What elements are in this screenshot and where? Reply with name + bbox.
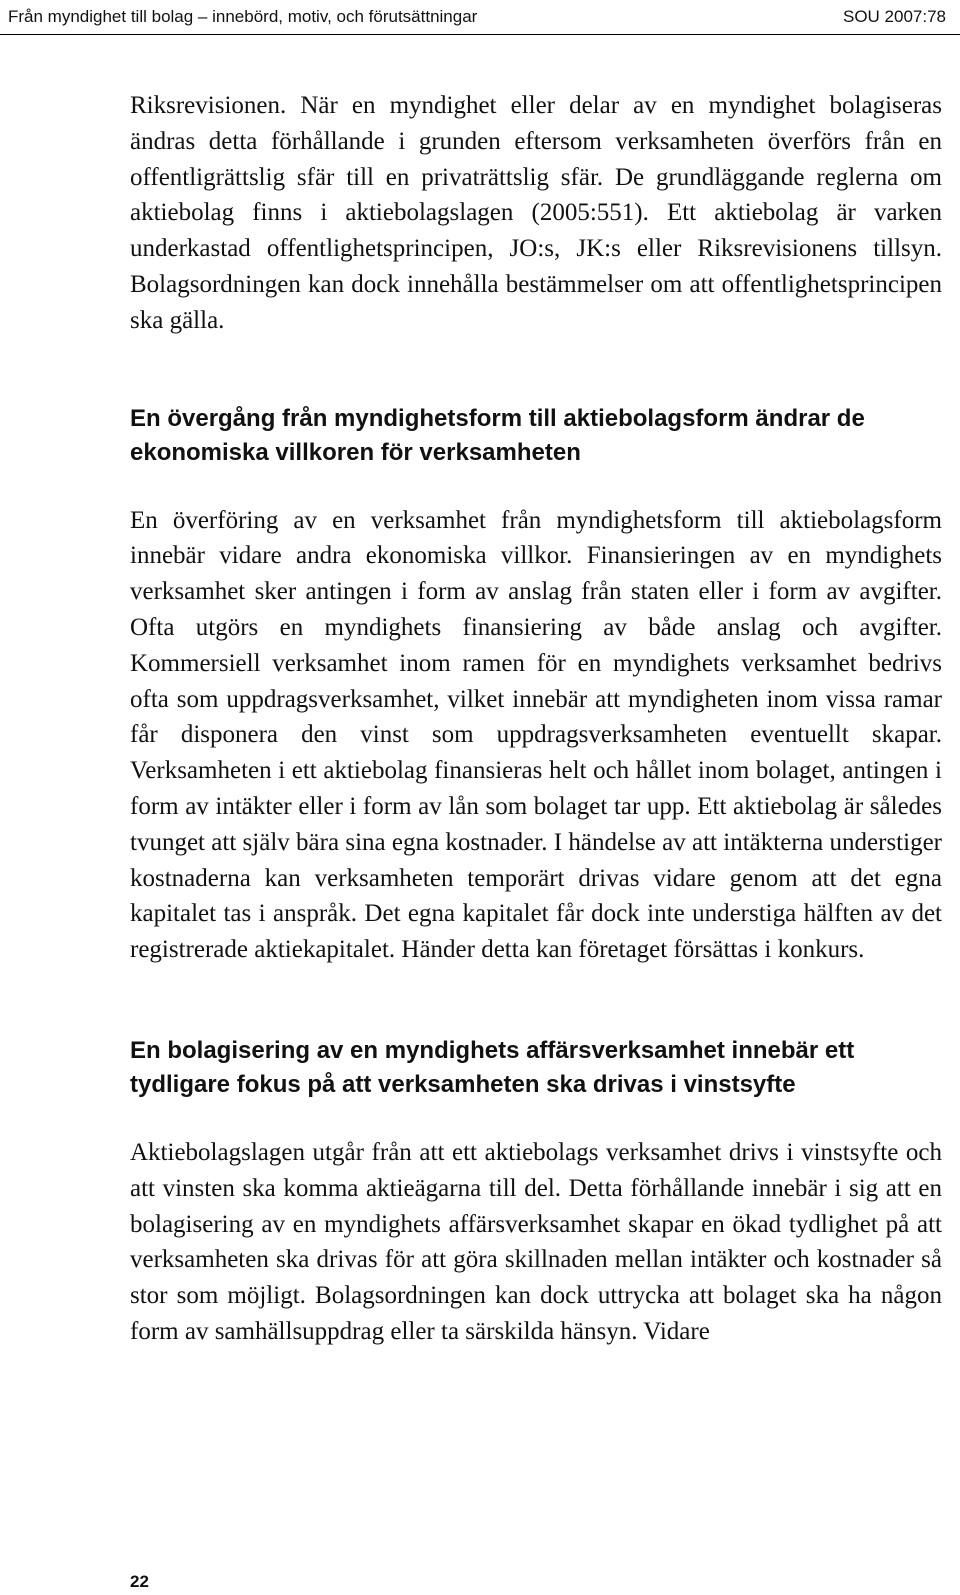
header-report-number: SOU 2007:78	[842, 7, 946, 26]
body-paragraph: Riksrevisionen. När en myndighet eller delar av en myndighet bolagiseras ändras detta förhållande i grunden eftersom verksamheten överförs från en offentligrättslig sfär till en privaträttslig sfär. De grundläggande reglerna om aktiebolag finns i aktiebolagslagen (2005:551). Ett aktiebolag är varken underkastad offentlighetsprincipen, JO:s, JK:s eller Riksrevisionens tillsyn. Bolagsordningen kan dock innehålla bestämmelser om att offentlighetsprincipen ska gälla.	[130, 92, 942, 334]
page-body	[130, 88, 942, 1350]
header-title: Från myndighet till bolag – innebörd, motiv, och förutsättningar	[8, 7, 478, 26]
section-heading: En övergång från myndighetsform till aktiebolagsform ändrar de ekonomiska villkoren för verksamheten	[130, 404, 865, 466]
section-heading: En bolagisering av en myndighets affärsverksamhet innebär ett tydligare fokus på att verksamheten ska drivas i vinstsyfte	[130, 1036, 855, 1098]
running-header	[0, 0, 960, 35]
page-number: 22	[130, 1572, 149, 1591]
body-paragraph: En överföring av en verksamhet från myndighetsform till aktiebolagsform innebär vidare andra ekonomiska villkor. Finansieringen av en myndighets verksamhet sker antingen i form av anslag från staten eller i form av avgifter. Ofta utgörs en myndighets finansiering av både anslag och avgifter. Kommersiell verksamhet inom ramen för en myndighets verksamhet bedrivs ofta som uppdragsverksamhet, vilket innebär att myndigheten inom vissa ramar får disponera den vinst som uppdragsverksamheten eventuellt skapar. Verksamheten i ett aktiebolag finansieras helt och hållet inom bolaget, antingen i form av intäkter eller i form av lån som bolaget tar upp. Ett aktiebolag är således tvunget att själv bära sina egna kostnader. I händelse av att intäkterna understiger kostnaderna kan verksamheten temporärt drivas vidare genom att det egna kapitalet tas i anspråk. Det egna kapitalet får dock inte understiga hälften av det registrerade aktiekapitalet. Händer detta kan företaget försättas i konkurs.	[130, 506, 942, 964]
body-paragraph: Aktiebolagslagen utgår från att ett aktiebolags verksamhet drivs i vinstsyfte och att vinsten ska komma aktieägarna till del. Detta förhållande innebär i sig att en bolagisering av en myndighets affärsverksamhet skapar en ökad tydlighet på att verksamheten ska drivas för att göra skillnaden mellan intäkter och kostnader så stor som möjligt. Bolagsordningen kan dock uttrycka att bolaget ska ha någon form av samhällsuppdrag eller ta särskilda hänsyn. Vidare	[130, 1138, 942, 1345]
